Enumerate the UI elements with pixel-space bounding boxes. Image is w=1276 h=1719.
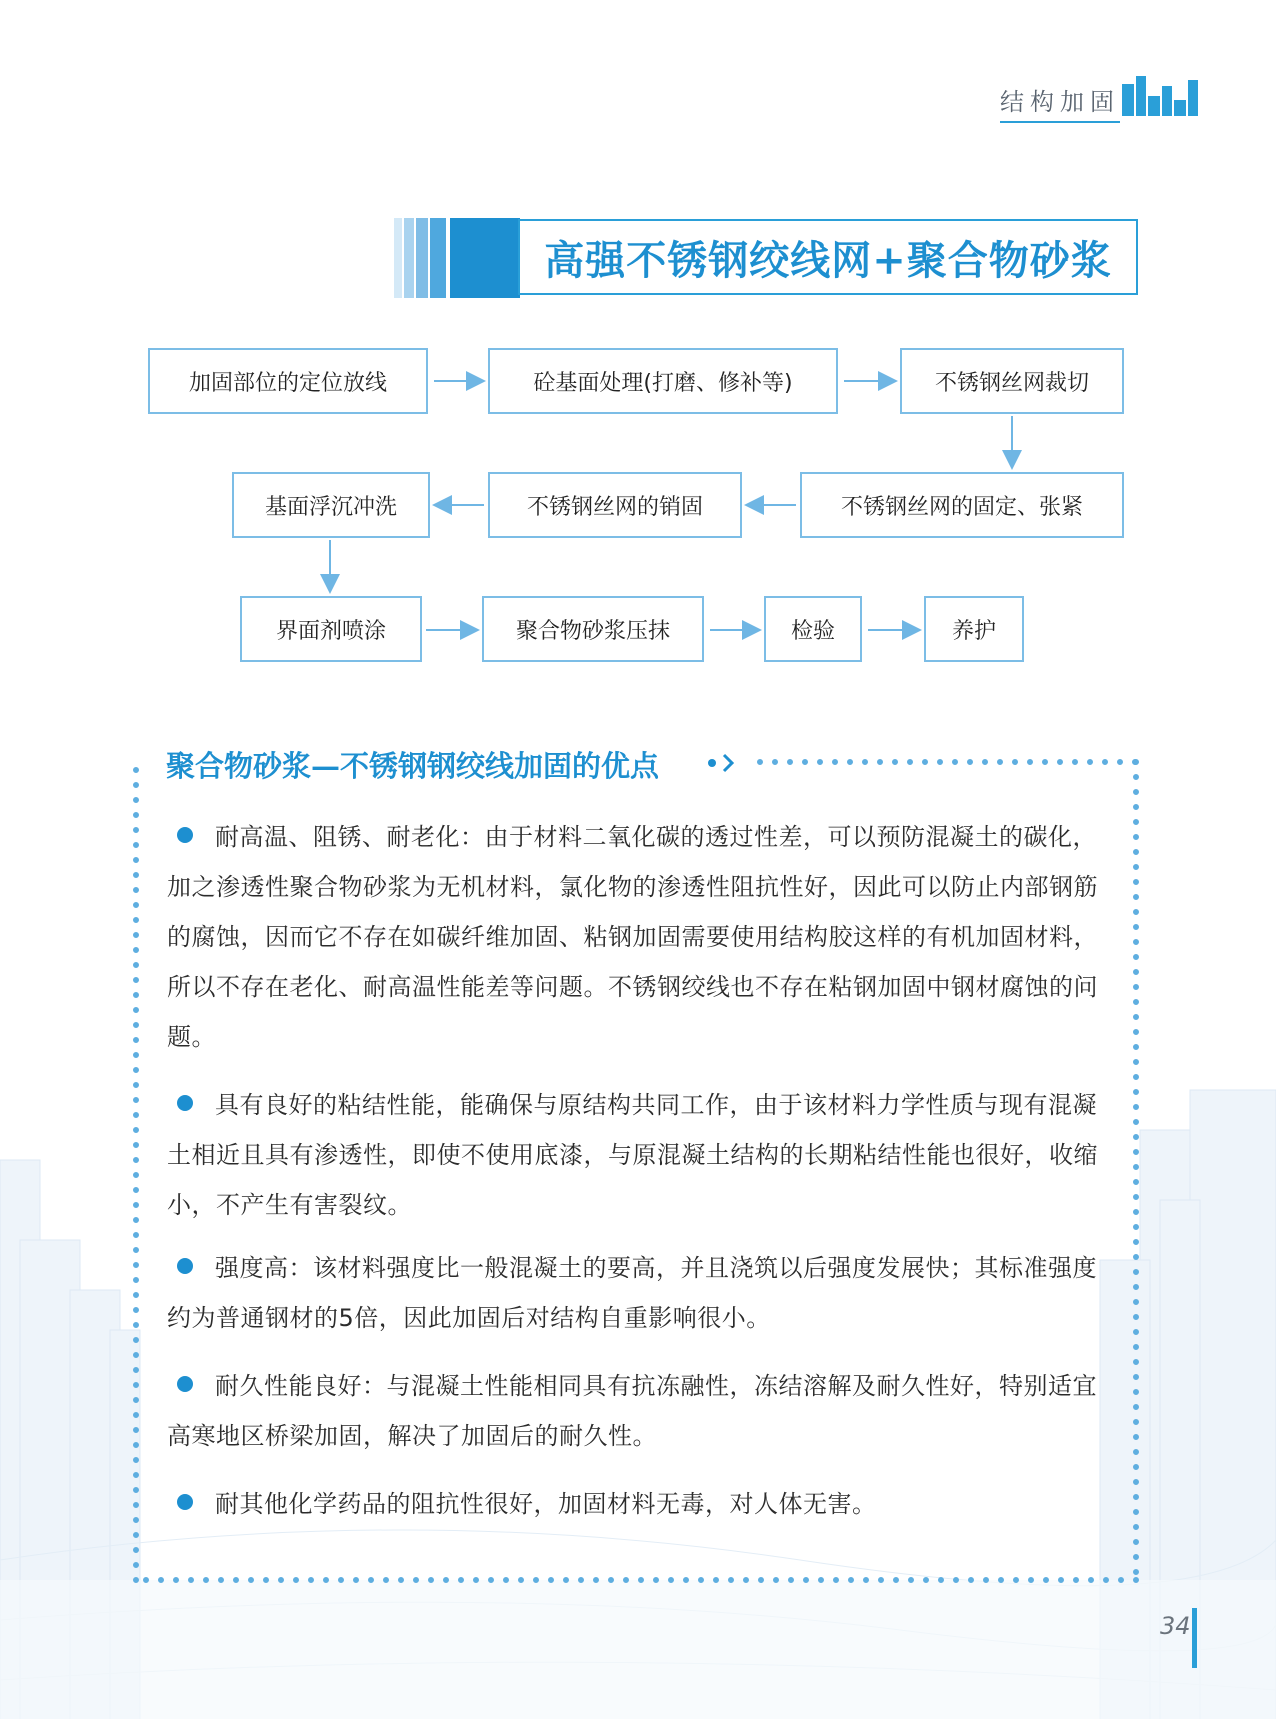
section-label: 结构加固 <box>1000 82 1120 123</box>
advantage-text: 强度高：该材料强度比一般混凝土的要高，并且浇筑以后强度发展快；其标准强度约为普通钢材的5倍，因此加固后对结构自重影响很小。 <box>167 1254 1097 1332</box>
advantage-text: 耐其他化学药品的阻抗性很好，加固材料无毒，对人体无害。 <box>215 1490 877 1518</box>
page-title: 高强不锈钢绞线网+聚合物砂浆 <box>518 219 1138 295</box>
page-number: 34 <box>1160 1612 1191 1640</box>
advantage-item-2 <box>167 1080 1107 1230</box>
bullet-icon <box>177 1376 193 1392</box>
bullet-icon <box>177 1258 193 1274</box>
advantages-title: 聚合物砂浆—不锈钢钢绞线加固的优点 <box>166 744 667 785</box>
flow-step-4: 不锈钢丝网的固定、张紧 <box>800 472 1124 538</box>
advantage-text: 耐高温、阻锈、耐老化：由于材料二氧化碳的透过性差，可以预防混凝土的碳化，加之渗透性聚合物砂浆为无机材料，氯化物的渗透性阻抗性好，因此可以防止内部钢筋的腐蚀，因而它不存在如碳纤维加固、粘钢加固需要使用结构胶这样的有机加固材料，所以不存在老化、耐高温性能差等问题。不锈钢绞线也不存在粘钢加固中钢材腐蚀的问题。 <box>167 823 1098 1051</box>
flow-step-3: 不锈钢丝网裁切 <box>900 348 1124 414</box>
chevron-right-icon <box>706 752 746 774</box>
flow-step-6: 基面浮沉冲洗 <box>232 472 430 538</box>
flow-step-9: 检验 <box>764 596 862 662</box>
advantage-text: 具有良好的粘结性能，能确保与原结构共同工作，由于该材料力学性质与现有混凝土相近且具有渗透性，即使不使用底漆，与原混凝土结构的长期粘结性能也很好，收缩小，不产生有害裂纹。 <box>167 1091 1098 1219</box>
flow-step-10: 养护 <box>924 596 1024 662</box>
advantage-item-5 <box>167 1479 1107 1529</box>
flow-step-2: 砼基面处理(打磨、修补等) <box>488 348 838 414</box>
bullet-icon <box>177 827 193 843</box>
bullet-icon <box>177 1494 193 1510</box>
advantage-item-3 <box>167 1243 1107 1343</box>
flow-step-7: 界面剂喷涂 <box>240 596 422 662</box>
advantage-item-1 <box>167 812 1107 1062</box>
flow-step-1: 加固部位的定位放线 <box>148 348 428 414</box>
advantage-item-4 <box>167 1361 1107 1461</box>
bullet-icon <box>177 1095 193 1111</box>
flow-step-8: 聚合物砂浆压抹 <box>482 596 704 662</box>
advantage-text: 耐久性能良好：与混凝土性能相同具有抗冻融性，冻结溶解及耐久性好，特别适宜高寒地区桥梁加固，解决了加固后的耐久性。 <box>167 1372 1097 1450</box>
flow-step-5: 不锈钢丝网的销固 <box>488 472 742 538</box>
